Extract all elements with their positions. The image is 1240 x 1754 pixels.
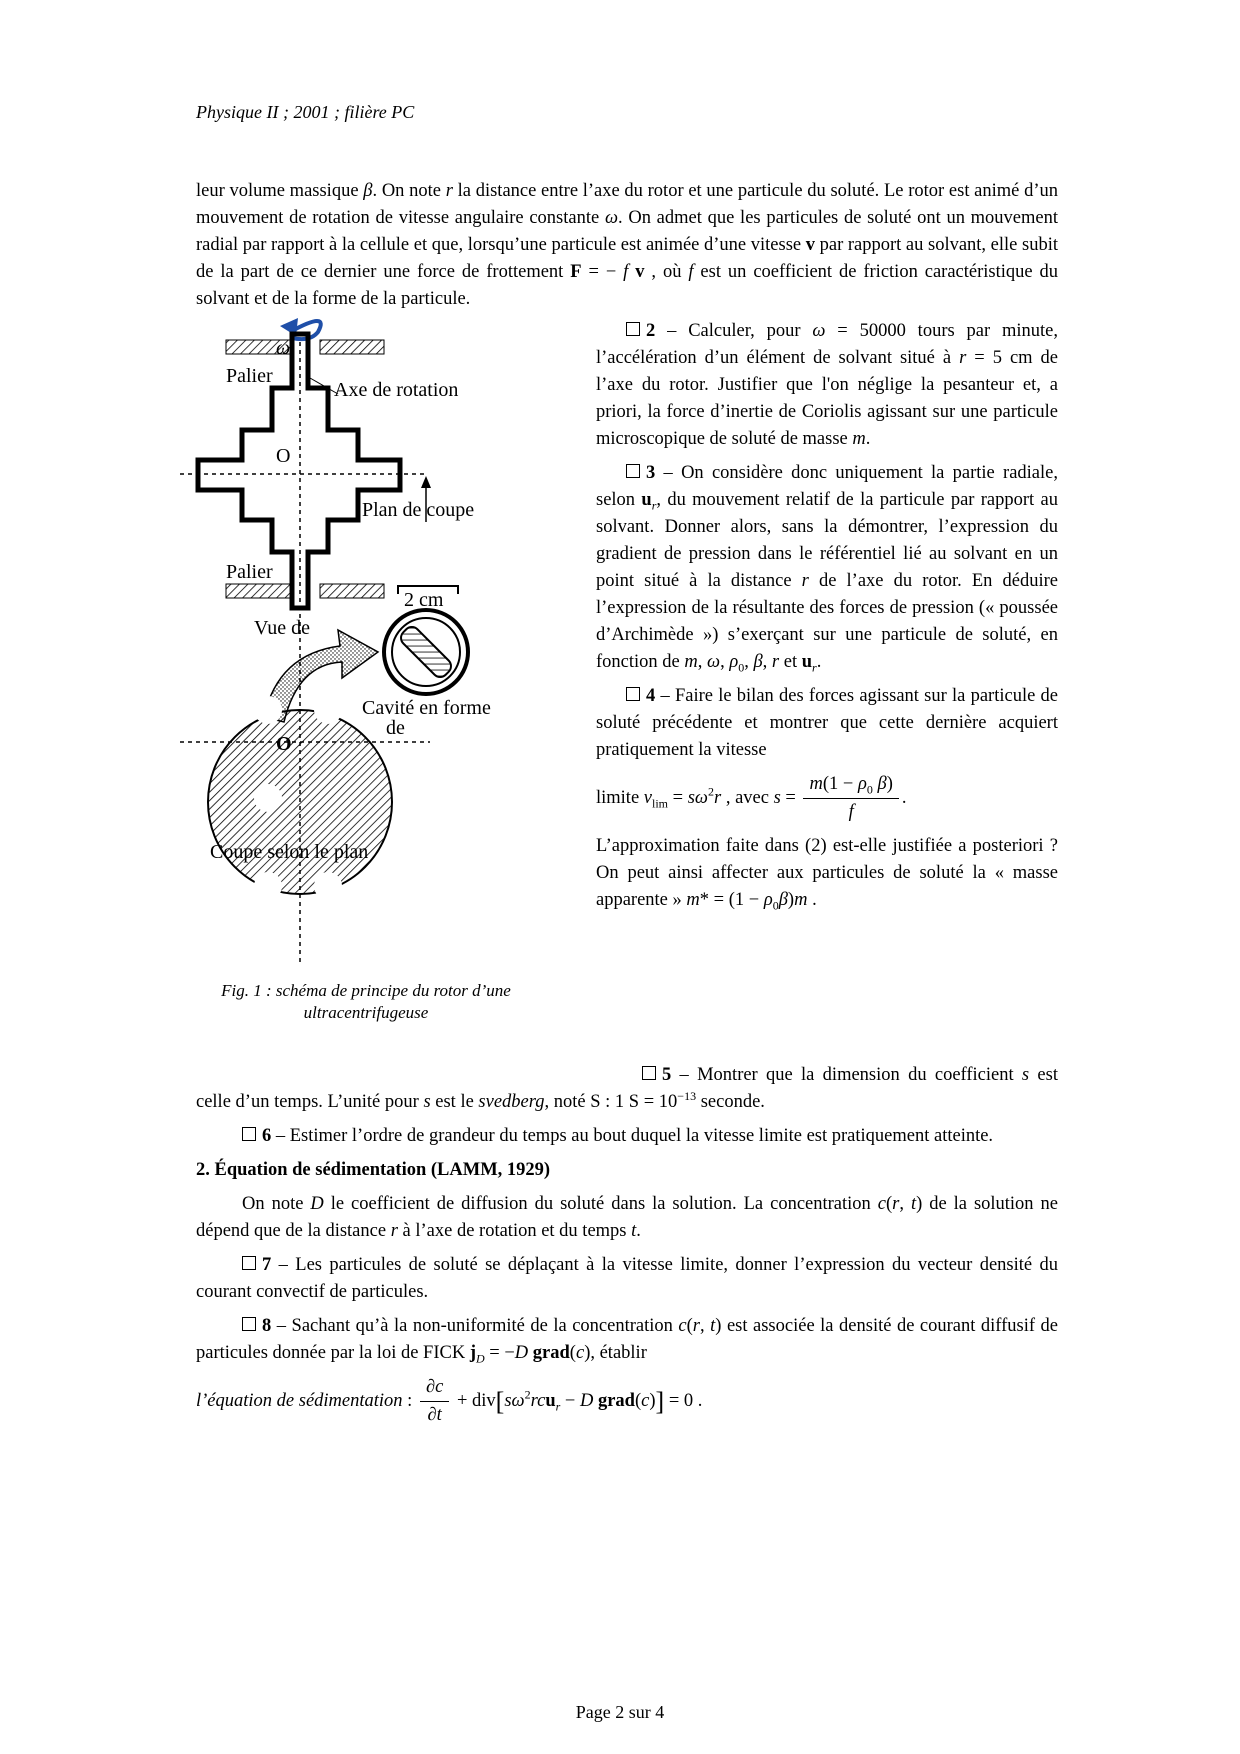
question-6: 6 – Estimer l’ordre de grandeur du temps au bout duquel la vitesse limite est pratiquement atteinte. (196, 1123, 1058, 1150)
checkbox-icon (626, 464, 640, 478)
checkbox-icon (642, 1066, 656, 1080)
omega-label: ω (276, 337, 291, 359)
question-5-text: 5 – Montrer que la dimension du coefficient s est celle d’un temps. L’unité pour s est le svedberg, noté S : 1 $S = 10^{-13}$ seconde. (196, 1065, 1058, 1112)
limit-velocity-formula: limite $v_{lim} = s\omega^2r$ , avec s = $\frac{m(1 - \rho_0 \beta)}{f}$ . (596, 771, 1058, 826)
o-top-label: O (276, 445, 291, 467)
figure-caption: Fig. 1 : schéma de principe du rotor d’une ultracentrifugeuse (221, 981, 511, 1022)
question-7: 7 – Les particules de soluté se déplaçant à la vitesse limite, donner l’expression du vecteur densité du courant convectif de particules. (196, 1255, 1058, 1302)
sedimentation-equation: l’équation de sédimentation : $\frac{\partial c}{\partial t}$ + $div[s\omega^2rcu_r - D$ grad(c)] = 0 . (196, 1374, 1058, 1429)
question-8: 8 – Sachant qu’à la non-uniformité de la concentration c(r, t) est associée la densité de courant diffusif de particules donnée par la loi de FICK $j_D = -D$ grad(c), établir (196, 1316, 1059, 1366)
question-4: 4 – Faire le bilan des forces agissant sur la particule de soluté précédente et montrer que cette dernière acquiert pratiquement la vitesse (596, 686, 1058, 760)
axe-label: Axe de rotation (334, 379, 459, 401)
cavite-label: Cavité en forme (362, 697, 491, 719)
checkbox-icon (242, 1256, 256, 1270)
coupe-label: Coupe selon le plan (210, 841, 369, 863)
page-header: Physique II ; 2001 ; filière PC (196, 102, 415, 122)
section-2-title: 2. Équation de sédimentation (LAMM, 1929) (196, 1160, 551, 1180)
question-3: 3 – On considère donc uniquement la partie radiale, selon $u_r$, du mouvement relatif de la particule par rapport au solvant. Donner alors, sans la démontrer, l’expression du gradient de pression dans le référentiel lié au solvant en un point situé à la distance r de l’axe du rotor. En déduire l’expression de la résultante des forces de pression (« poussée d’Archimède ») s’exerçant sur une particule de soluté, en fonction de m, ω, $\rho_0$, β, r et $u_r$. (596, 463, 1058, 675)
cavite-label-2: de (386, 717, 405, 739)
checkbox-icon (242, 1317, 256, 1331)
checkbox-icon (242, 1127, 256, 1141)
right-column (596, 318, 1058, 921)
rotor-figure (180, 312, 580, 1032)
intro-paragraph: leur volume massique β. On note r la distance entre l’axe du rotor et une particule du soluté. Le rotor est animé d’un mouvement de rotation de vitesse angulaire constante ω. On admet que les particules de soluté ont un mouvement radial par rapport à la cellule et que, lorsqu’une particule est animée d’une vitesse v par rapport au solvant, elle subit de la part de ce dernier une force de frottement F = − f v , où f est un coefficient de friction caractéristique du solvant et de la forme de la particule. (196, 181, 1059, 309)
palier-bottom-label: Palier (226, 561, 273, 583)
vue-de-label: Vue de (254, 617, 310, 639)
o-bottom-label: O (276, 733, 292, 755)
question-2: 2 – Calculer, pour ω = 50000 tours par minute, l’accélération d’un élément de solvant situé à r = 5 cm de l’axe du rotor. Justifier que l'on néglige la pesanteur et, a priori, la force d’inertie de Coriolis agissant sur une particule microscopique de soluté de masse m. (596, 321, 1059, 449)
plan-coupe-label: Plan de coupe (362, 499, 475, 521)
checkbox-icon (626, 322, 640, 336)
scale-label: 2 cm (404, 589, 444, 611)
palier-top-label: Palier (226, 365, 273, 387)
lower-text (196, 1062, 1058, 1436)
section-2-intro: On note D le coefficient de diffusion du soluté dans la solution. La concentration c(r, t) de la solution ne dépend que de la distance r à l’axe de rotation et du temps t. (196, 1194, 1058, 1241)
question-4b: L’approximation faite dans (2) est-elle justifiée a posteriori ? On peut ainsi affecter aux particules de soluté la « masse apparente » $m* = (1 - \rho_0\beta)m$ . (596, 836, 1058, 913)
page-footer: Page 2 sur 4 (575, 1702, 665, 1722)
checkbox-icon (626, 687, 640, 701)
